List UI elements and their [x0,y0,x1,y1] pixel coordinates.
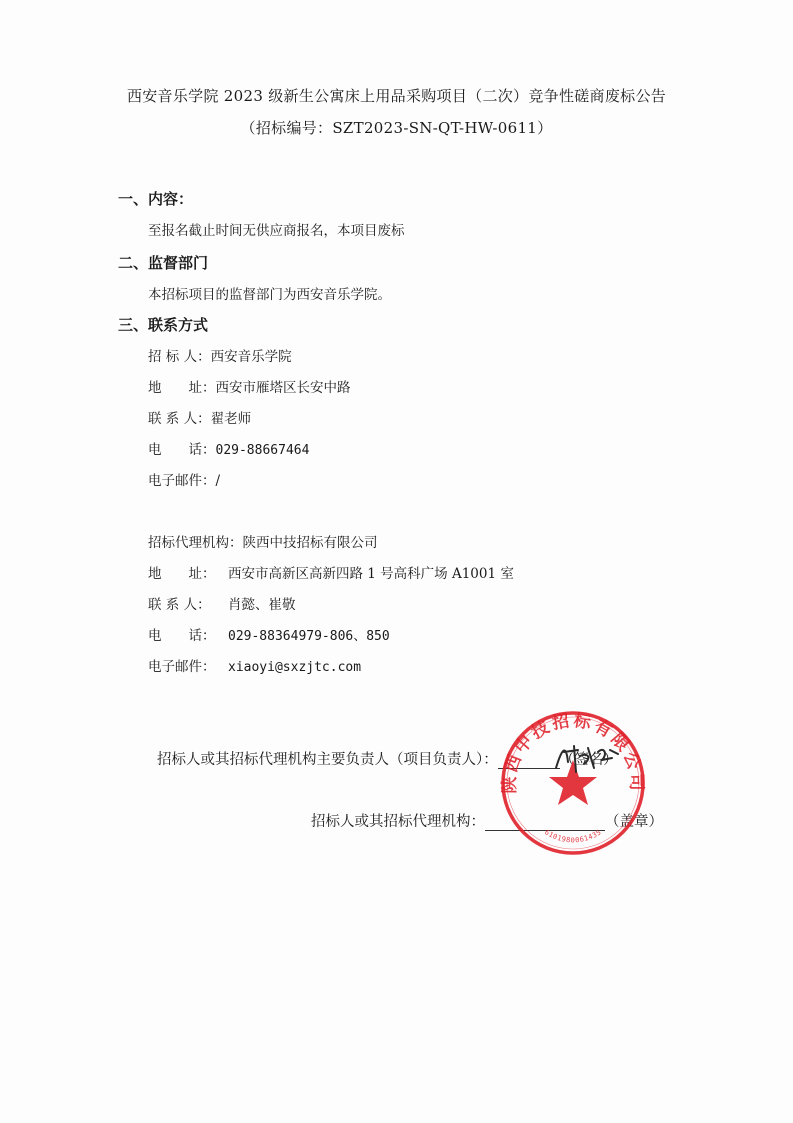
agency-contact: 肖懿、崔敬 [228,597,296,613]
tenderer-name-label: 招 标 人： [148,349,211,365]
tenderer-name-row [148,345,292,365]
svg-text:6101980061435: 6101980061435 [543,828,603,845]
agency-address: 西安市高新区高新四路 1 号高科广场 A1001 室 [228,566,514,582]
agency-name-label: 招标代理机构： [148,535,243,551]
seal-note: （盖章） [605,814,663,830]
section-content-heading: 一、内容： [118,190,194,208]
tenderer-contact-row [148,407,251,427]
sign-note: （签名） [559,752,618,768]
organization-label: 招标人或其招标代理机构： [311,814,485,830]
section-supervision-heading: 二、监督部门 [118,254,209,272]
agency-contact-row [148,593,296,613]
tenderer-email-label: 电子邮件： [148,473,216,489]
agency-phone-label: 电 话： [148,628,216,644]
section-supervision-text: 本招标项目的监督部门为西安音乐学院。 [148,287,391,303]
tenderer-address-label: 地 址： [148,380,216,396]
agency-phone: 029-88364979-806、850 [228,629,390,644]
tenderer-email: / [215,473,221,489]
company-stamp-icon [498,708,648,858]
tenderer-phone: 029-88667464 [215,443,310,458]
document-title: 西安音乐学院 2023 级新生公寓床上用品采购项目（二次）竞争性磋商废标公告 [126,87,667,105]
tender-number: （招标编号：SZT2023-SN-QT-HW-0611） [240,119,553,137]
agency-address-row [148,562,514,582]
tenderer-phone-row [148,438,309,458]
agency-address-label: 地 址： [148,566,216,582]
tenderer-contact-label: 联 系 人： [148,411,211,427]
agency-name-row [148,531,378,551]
svg-text:陕西中技招标有限公司: 陕西中技招标有限公司 [499,710,647,794]
agency-name: 陕西中技招标有限公司 [242,535,378,551]
tenderer-address-row [148,376,351,396]
handwritten-signature-icon [548,738,628,778]
agency-contact-label: 联 系 人： [148,597,211,613]
agency-phone-row [148,624,390,644]
agency-email-label: 电子邮件： [148,659,216,675]
tenderer-name: 西安音乐学院 [210,349,292,365]
tenderer-phone-label: 电 话： [148,442,216,458]
tenderer-email-row [148,469,220,489]
section-contact-heading: 三、联系方式 [118,316,209,334]
responsible-label: 招标人或其招标代理机构主要负责人（项目负责人）： [157,752,498,768]
agency-email-row [148,655,361,675]
tenderer-contact: 翟老师 [210,411,252,427]
tenderer-address: 西安市雁塔区长安中路 [215,380,351,396]
agency-email: xiaoyi@sxzjtc.com [228,660,362,675]
section-content-text: 至报名截止时间无供应商报名，本项目废标 [148,223,405,239]
